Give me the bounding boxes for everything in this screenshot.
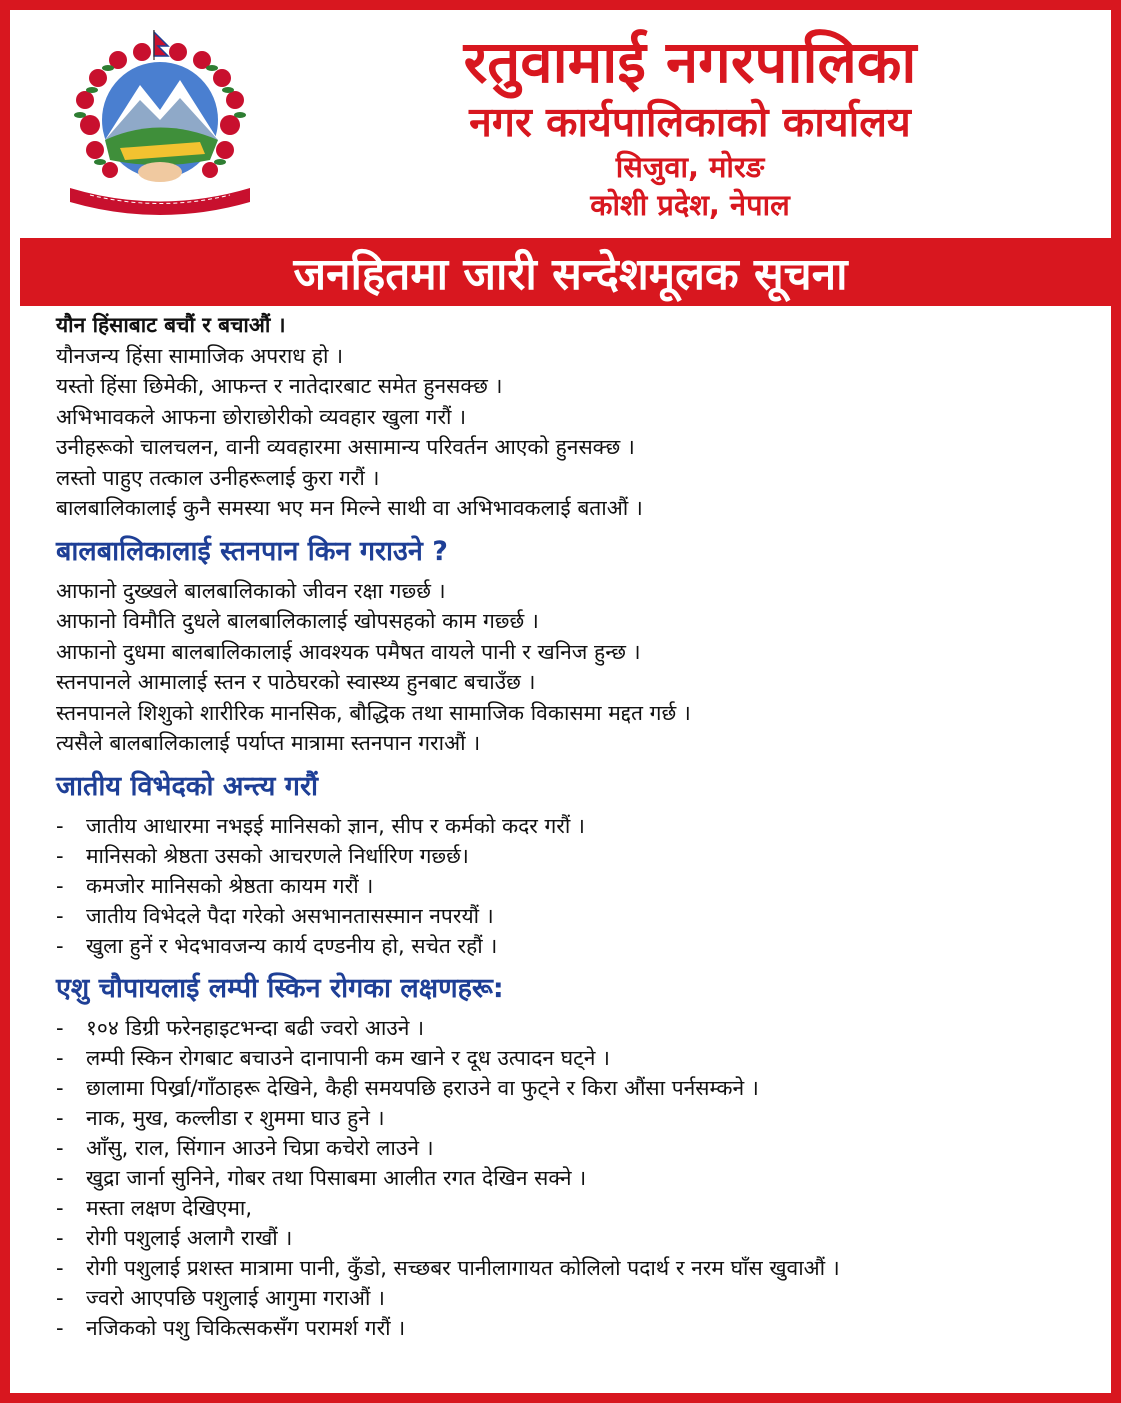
list-item-text: खुला हुनें र भेदभावजन्य कार्य दण्डनीय हो, सचेत रहौं । <box>86 933 498 958</box>
list-item-text: कमजोर मानिसको श्रेष्ठता कायम गरौं । <box>86 873 374 898</box>
bullet-dash: - <box>56 1045 64 1070</box>
section2-line: स्तनपानले शिशुको शारीरिक मानसिक, बौद्धिक तथा सामाजिक विकासमा मद्दत गर्छ । <box>56 700 691 725</box>
bullet-dash: - <box>56 1255 64 1280</box>
list-item <box>56 901 1106 931</box>
list-item <box>56 1193 1106 1223</box>
office-name: नगर कार्यपालिकाको कार्यालय <box>469 98 911 146</box>
address-line-2: कोशी प्रदेश, नेपाल <box>590 188 790 222</box>
bullet-dash: - <box>56 843 64 868</box>
bullet-dash: - <box>56 1015 64 1040</box>
list-item-text: छालामा पिर्ख्रा/गाँठाहरू देखिने, कैही समयपछि हराउने वा फुट्ने र किरा औंसा पर्नसम्कने । <box>86 1075 759 1100</box>
header-titles <box>270 28 1110 224</box>
section2-line: आफानो विमौति दुधले बालबालिकालाई खोपसहको काम गर्छ्छ । <box>56 609 539 633</box>
bullet-dash: - <box>56 1165 64 1190</box>
section1-line: यौन हिंसाबाट बचौं र बचाऔं । <box>56 313 286 337</box>
list-item <box>56 1013 1106 1043</box>
bullet-dash: - <box>56 1135 64 1160</box>
list-item-text: ज्वरो आएपछि पशुलाई आगुमा गराऔं । <box>86 1285 386 1310</box>
section1-line: यौनजन्य हिंसा सामाजिक अपराध हो । <box>56 343 344 368</box>
section1-line: यस्तो हिंसा छिमेकी, आफन्त र नातेदारबाट समेत हुनसक्छ । <box>56 374 503 398</box>
list-item-text: रोगी पशुलाई प्रशस्त मात्रामा पानी, कुँडो, सच्छबर पानीलागायत कोलिलो पदार्थ र नरम घाँस खुवाऔं । <box>86 1255 840 1280</box>
bullet-dash: - <box>56 1315 64 1340</box>
list-item-text: मानिसको श्रेष्ठता उसको आचरणले निर्धारिण गर्छ्छ। <box>86 843 469 868</box>
section-lumpy-skin <box>56 973 1106 1343</box>
list-item <box>56 871 1106 901</box>
list-item-text: नजिकको पशु चिकित्सकसँग परामर्श गरौं । <box>86 1315 406 1340</box>
list-item <box>56 1283 1106 1313</box>
header <box>20 20 1121 235</box>
section2-heading: बालबालिकालाई स्तनपान किन गराउने ? <box>56 535 448 567</box>
list-item-text: जातीय विभेदले पैदा गरेको असभानतासस्मान नपरयौं । <box>86 903 494 928</box>
list-item <box>56 811 1106 841</box>
list-item <box>56 1103 1106 1133</box>
bullet-dash: - <box>56 903 64 928</box>
bullet-dash: - <box>56 873 64 898</box>
nepal-government-emblem-icon <box>50 30 270 225</box>
list-item-text: लम्पी स्किन रोगबाट बचाउने दानापानी कम खाने र दूध उत्पादन घट्ने । <box>86 1045 611 1070</box>
bullet-dash: - <box>56 1105 64 1130</box>
bullet-dash: - <box>56 813 64 838</box>
section-breastfeeding <box>56 536 1106 759</box>
municipality-name: रतुवामाई नगरपालिका <box>463 28 917 96</box>
section2-line: स्तनपानले आमालाई स्तन र पाठेघरको स्वास्थ्य हुनबाट बचाउँछ । <box>56 670 536 694</box>
list-item <box>56 1163 1106 1193</box>
notice-banner <box>20 238 1121 306</box>
list-item-text: रोगी पशुलाई अलागै राखौं । <box>86 1225 293 1250</box>
list-item-text: खुद्रा जार्ना सुनिने, गोबर तथा पिसाबमा आलीत रगत देखिन सक्ने । <box>86 1165 587 1190</box>
list-item <box>56 1043 1106 1073</box>
list-item <box>56 1133 1106 1163</box>
list-item-text: आँसु, राल, सिंगान आउने चिप्रा कचेरो लाउने । <box>86 1135 434 1160</box>
list-item <box>56 841 1106 871</box>
list-item <box>56 1313 1106 1343</box>
list-item <box>56 1073 1106 1103</box>
list-item <box>56 1253 1106 1283</box>
list-item-text: नाक, मुख, कल्लीडा र शुममा घाउ हुने । <box>86 1105 385 1130</box>
list-item-text: १०४ डिग्री फरेनहाइटभन्दा बढी ज्वरो आउने । <box>86 1015 425 1040</box>
bullet-dash: - <box>56 1225 64 1250</box>
section-caste-discrimination <box>56 771 1106 961</box>
section1-line: बालबालिकालाई कुनै समस्या भए मन मिल्ने साथी वा अभिभावकलाई बताऔं । <box>56 496 643 520</box>
section3-heading: जातीय विभेदको अन्त्य गरौं <box>56 770 319 802</box>
bullet-dash: - <box>56 1285 64 1310</box>
section1-line: लस्तो पाहुए तत्काल उनीहरूलाई कुरा गरौं । <box>56 465 380 490</box>
bullet-dash: - <box>56 1075 64 1100</box>
address-line-1: सिजुवा, मोरङ <box>615 150 765 184</box>
list-item-text: मस्ता लक्षण देखिएमा, <box>86 1195 253 1220</box>
notice-content <box>56 310 1106 1343</box>
section-sexual-violence <box>56 310 1106 524</box>
section1-line: उनीहरूको चालचलन, वानी व्यवहारमा असामान्य परिवर्तन आएको हुनसक्छ । <box>56 435 635 459</box>
section2-line: आफानो दुधमा बालबालिकालाई आवश्यक पमैषत वायले पानी र खनिज हुन्छ । <box>56 639 641 664</box>
section2-line: त्यसैले बालबालिकालाई पर्याप्त मात्रामा स्तनपान गराऔं । <box>56 731 481 755</box>
bullet-dash: - <box>56 933 64 958</box>
section4-heading: एशु चौपायलाई लम्पी स्किन रोगका लक्षणहरू: <box>56 972 504 1004</box>
banner-title: जनहितमा जारी सन्देशमूलक सूचना <box>293 249 848 300</box>
list-item <box>56 1223 1106 1253</box>
list-item-text: जातीय आधारमा नभइई मानिसको ज्ञान, सीप र कर्मको कदर गरौं । <box>86 813 585 838</box>
bullet-dash: - <box>56 1195 64 1220</box>
list-item <box>56 931 1106 961</box>
section2-line: आफानो दुख्खले बालबालिकाको जीवन रक्षा गर्छ्छ । <box>56 578 446 603</box>
section1-line: अभिभावकले आफना छोराछोरीको व्यवहार खुला गरौं । <box>56 404 467 429</box>
